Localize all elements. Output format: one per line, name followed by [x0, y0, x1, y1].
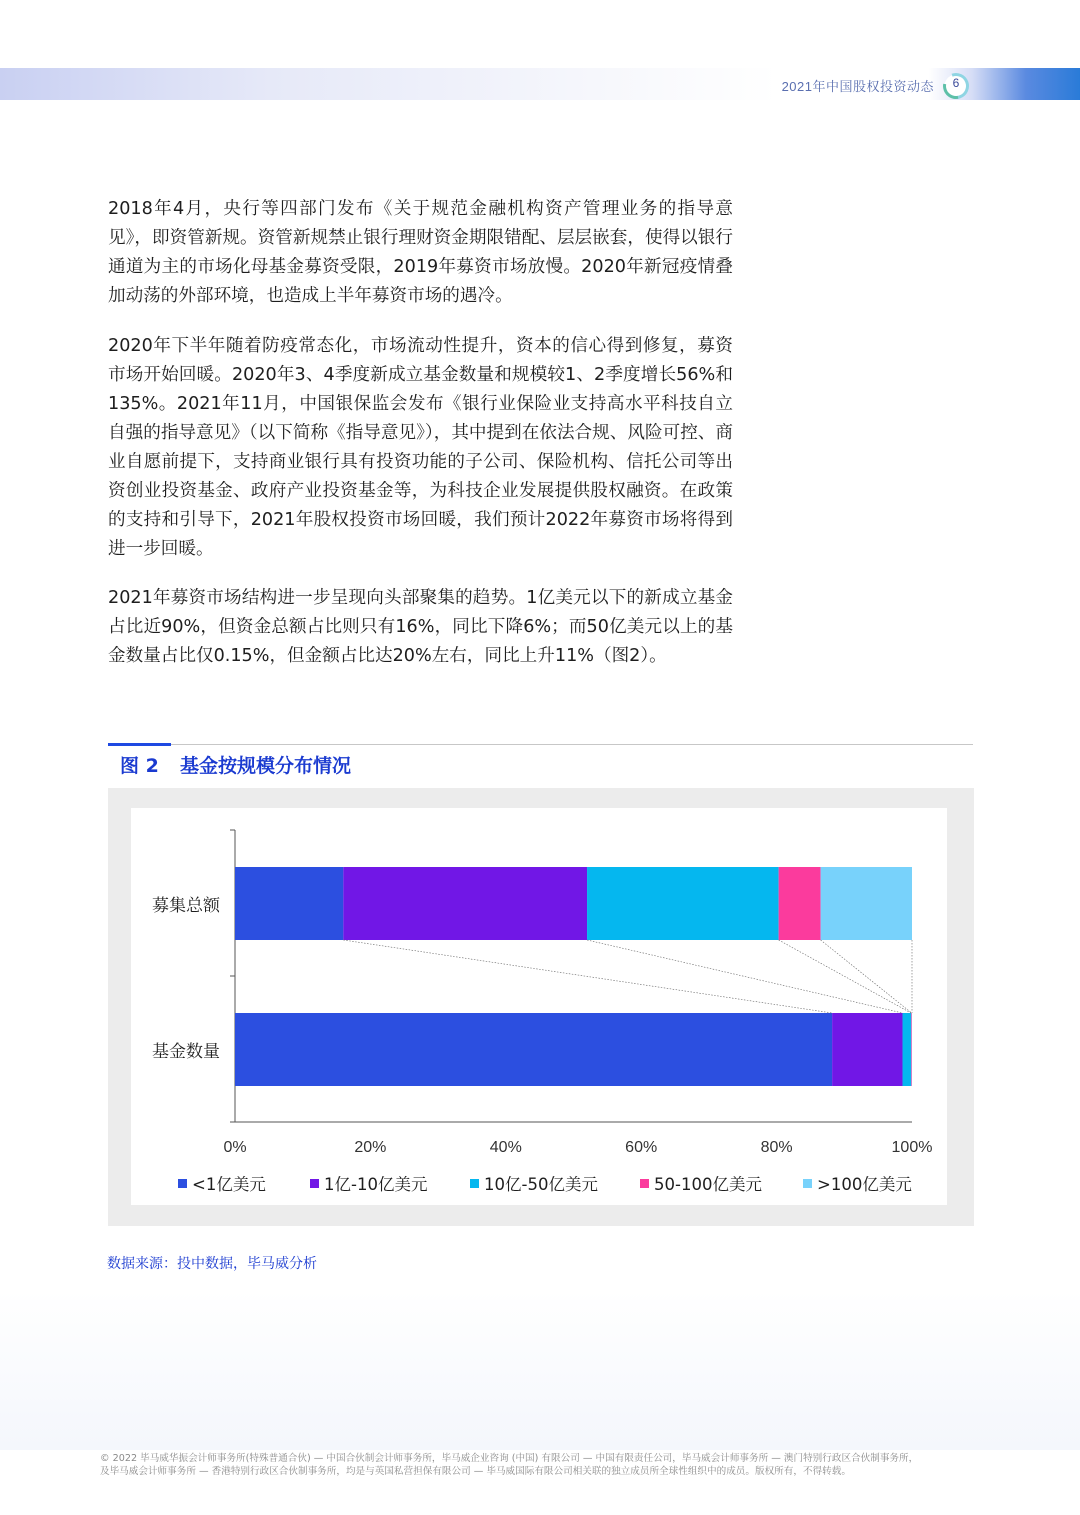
x-tick-label: 80% [760, 1139, 793, 1156]
legend-swatch [178, 1179, 187, 1188]
legend-label: 50-100亿美元 [654, 1175, 762, 1194]
bar-segment [343, 867, 587, 940]
footer [100, 1452, 990, 1478]
bar-segment [832, 1013, 902, 1086]
bar-segment [911, 1013, 912, 1086]
connector-line [779, 940, 911, 1013]
bar-segment [235, 1013, 832, 1086]
y-category-label: 基金数量 [152, 1042, 220, 1062]
background-decor [0, 1290, 1080, 1450]
bar-segment [821, 867, 912, 940]
x-tick-label: 20% [354, 1139, 387, 1156]
figure-label: 图 2 [120, 755, 159, 777]
paragraph-1: 2018年4月，央行等四部门发布《关于规范金融机构资产管理业务的指导意见》，即资管新规。资管新规禁止银行理财资金期限错配、层层嵌套，使得以银行通道为主的市场化母基金募资受限，2019年募资市场放慢。2020年新冠疫情叠加动荡的外部环境，也造成上半年募资市场的遇冷。 [108, 199, 733, 306]
legend-label: 10亿-50亿美元 [484, 1175, 598, 1194]
x-tick-label: 40% [489, 1139, 522, 1156]
report-title: 2021年中国股权投资动态 [781, 79, 934, 94]
connector-line [587, 940, 902, 1013]
footer-line-1: © 2022 毕马威华振会计师事务所(特殊普通合伙) — 中国合伙制会计师事务所，毕马威企业咨询 (中国) 有限公司 — 中国有限责任公司，毕马威会计师事务所 — 澳门特别行政区合伙制事务所， [100, 1453, 919, 1464]
legend-swatch [310, 1179, 319, 1188]
bar-segment [903, 1013, 911, 1086]
figure-title: 基金按规模分布情况 [180, 755, 352, 777]
connector-line [821, 940, 912, 1013]
x-tick-label: 60% [625, 1139, 658, 1156]
data-source: 数据来源：投中数据，毕马威分析 [107, 1256, 317, 1272]
legend-swatch [470, 1179, 479, 1188]
legend-label: <1亿美元 [192, 1175, 266, 1194]
x-tick-label: 0% [223, 1139, 247, 1156]
bar-segment [235, 867, 343, 940]
paragraph-3: 2021年募资市场结构进一步呈现向头部聚集的趋势。1亿美元以下的新成立基金占比近90%，但资金总额占比则只有16%，同比下降6%；而50亿美元以上的基金数量占比仅0.15%，但金额占比达20%左右，同比上升11%（图2）。 [108, 588, 733, 666]
footer-line-2: 及毕马威会计师事务所 — 香港特别行政区合伙制事务所，均是与英国私营担保有限公司 — 毕马威国际有限公司相关联的独立成员所全球性组织中的成员。版权所有，不得转载。 [100, 1466, 851, 1477]
page-number: 6 [952, 76, 960, 90]
bar-segment [779, 867, 821, 940]
x-tick-label: 100% [891, 1139, 933, 1156]
legend-swatch [640, 1179, 649, 1188]
y-category-label: 募集总额 [152, 896, 220, 916]
legend-swatch [803, 1179, 812, 1188]
paragraph-2: 2020年下半年随着防疫常态化，市场流动性提升，资本的信心得到修复，募资市场开始回暖。2020年3、4季度新成立基金数量和规模较1、2季度增长56%和135%。2021年11月，中国银保监会发布《银行业保险业支持高水平科技自立自强的指导意见》（以下简称《指导意见》），其中提到在依法合规、风险可控、商业自愿前提下，支持商业银行具有投资功能的子公司、保险机构、信托公司等出资创业投资基金、政府产业投资基金等，为科技企业发展提供股权融资。在政策的支持和引导下，2021年股权投资市场回暖，我们预计2022年募资市场将得到进一步回暖。 [108, 336, 733, 559]
legend-label: 1亿-10亿美元 [324, 1175, 428, 1194]
connector-line [343, 940, 832, 1013]
bar-segment [587, 867, 779, 940]
legend-label: >100亿美元 [817, 1175, 912, 1194]
